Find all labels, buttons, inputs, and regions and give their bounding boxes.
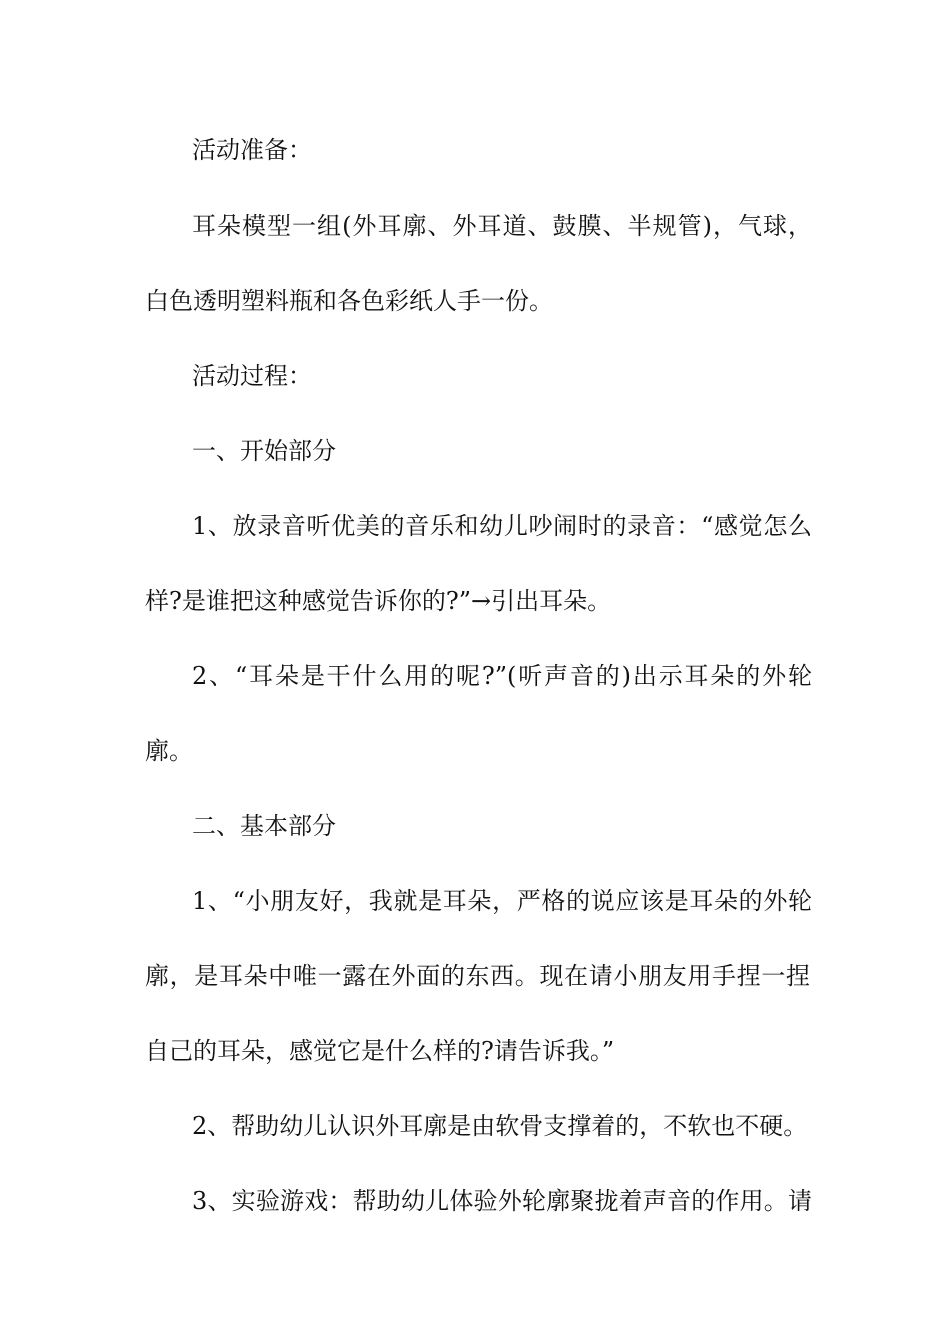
heading-activity-preparation: 活动准备： <box>192 136 312 164</box>
paragraph-line: 1、“小朋友好，我就是耳朵，严格的说应该是耳朵的外轮 <box>192 887 812 915</box>
paragraph-line: 廓。 <box>145 737 193 765</box>
paragraph-line: 自己的耳朵，感觉它是什么样的?请告诉我。” <box>145 1037 615 1065</box>
heading-activity-process: 活动过程： <box>192 362 312 390</box>
paragraph-line: 2、帮助幼儿认识外耳廓是由软骨支撑着的，不软也不硬。 <box>192 1112 808 1140</box>
section-heading-start: 一、开始部分 <box>192 437 336 465</box>
paragraph-line: 3、实验游戏：帮助幼儿体验外轮廓聚拢着声音的作用。请 <box>192 1187 812 1215</box>
section-heading-basic: 二、基本部分 <box>192 812 336 840</box>
paragraph-line: 样?是谁把这种感觉告诉你的?”→引出耳朵。 <box>145 587 612 615</box>
paragraph-line: 1、放录音听优美的音乐和幼儿吵闹时的录音：“感觉怎么 <box>192 512 812 540</box>
paragraph-line: 廓，是耳朵中唯一露在外面的东西。现在请小朋友用手捏一捏 <box>145 962 810 990</box>
paragraph-line: 白色透明塑料瓶和各色彩纸人手一份。 <box>145 287 553 315</box>
paragraph-line: 2、“耳朵是干什么用的呢?”(听声音的)出示耳朵的外轮 <box>192 662 812 690</box>
paragraph-line: 耳朵模型一组(外耳廓、外耳道、鼓膜、半规管)，气球， <box>192 212 812 240</box>
